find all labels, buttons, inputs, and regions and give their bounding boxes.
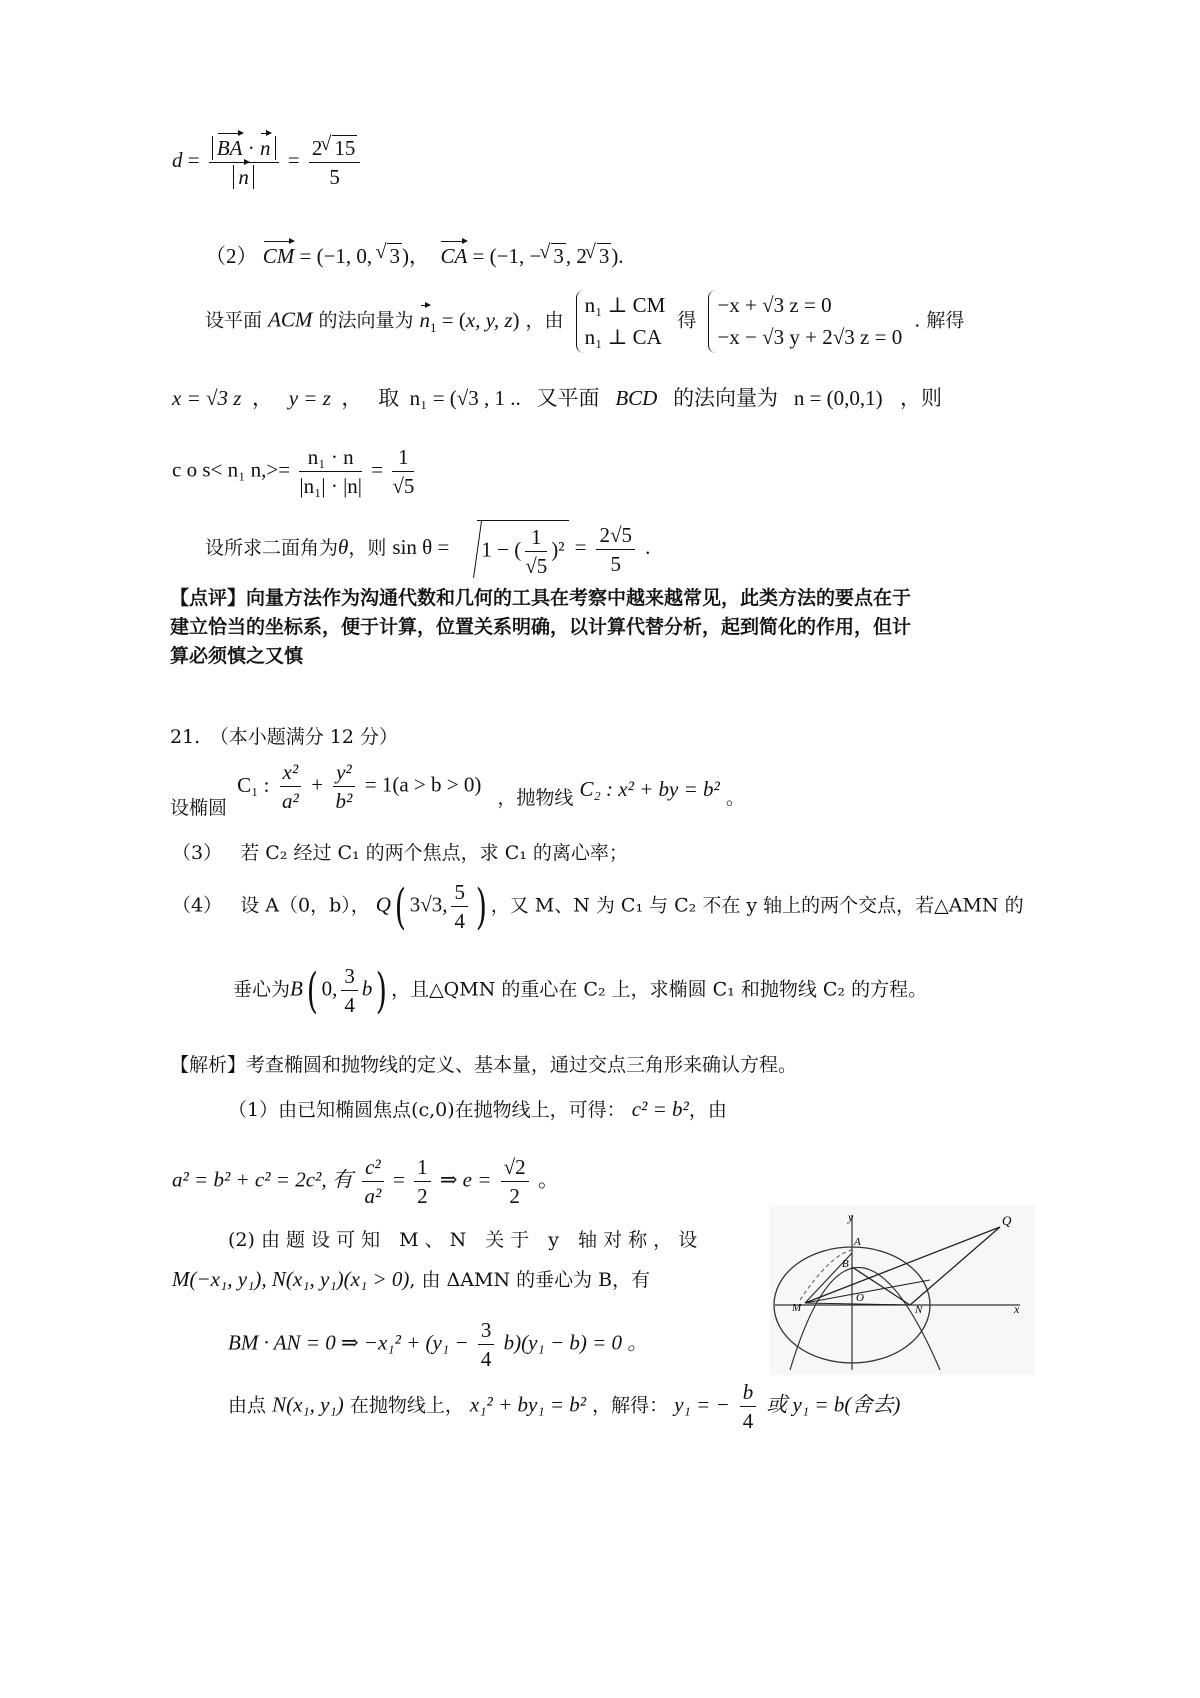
analysis-step-4: M(−x₁, y₁), N(x₁, y₁)(x₁ > 0), 由 ΔAMN 的垂心为 B，有 [172, 1267, 651, 1291]
comment-line-1: 【点评】向量方法作为沟通代数和几何的工具在考察中越来越常见，此类方法的要点在于 [170, 587, 912, 609]
label-a: A [854, 1236, 861, 1248]
label-q: Q [1002, 1213, 1012, 1228]
analysis-step-3: (2) 由 题 设 可 知 M 、 N 关 于 y 轴 对 称 ， 设 [228, 1229, 698, 1251]
question-header: 21. （本小题满分 12 分） [170, 726, 398, 748]
solve-line: x = √3 z ， y = z ， 取 n₁ = (√3 , 1 .. 又平面 BCD 的法向量为 n = (0,0,1) ，则 [172, 386, 942, 410]
part-3: （3） 若 C₂ 经过 C₁ 的两个焦点，求 C₁ 的离心率； [172, 842, 628, 864]
part-4-line-2: 垂心为B( 0, $\frac{3}{4}$ b) ，且△QMN 的重心在 C₂ 上，求椭圆 C₁ 和抛物线 C₂ 的方程。 [233, 962, 928, 1019]
vector-line: （2） CM = (−1, 0, √ 3)， CA = (−1, −√ 3, 2√ 3). [205, 240, 624, 270]
label-n: N [915, 1304, 923, 1316]
label-b: B [842, 1258, 849, 1270]
distance-formula: d = $\frac{BA \cdot n}{n}$ = $\frac{2√ 15}{5}$ [172, 135, 364, 189]
ellipse-parabola-line: 设椭圆 C₁ : $\frac{\text{x²}}{\text{a²}}$ + $\frac{\text{y²}}{\text{b²}}$ = 1(a > b > 0) ，抛物线 C₂ : x² + by = b² 。 [170, 760, 745, 819]
sin-line: 设所求二面角为θ，则 sin θ = 1 − ( $\frac{1}{√5}$ )² = $\frac{2√5}{5}$ . [205, 520, 650, 578]
analysis-head: 【解析】考查椭圆和抛物线的定义、基本量，通过交点三角形来确认方程。 [170, 1054, 798, 1076]
label-o: O [856, 1292, 864, 1304]
comment-line-3: 算必须慎之又慎 [170, 645, 304, 667]
analysis-step-2: a² = b² + c² = 2c², 有 $\frac{\text{c²}}{\text{a²}}$ = $\frac{1}{2}$ ⇒ e = $\frac{√2}{2}$ 。 [172, 1155, 559, 1209]
label-x: x [1014, 1302, 1020, 1316]
label-y: y [848, 1210, 854, 1224]
ellipse-parabola-figure [770, 1205, 1035, 1375]
cos-line: c o s< n₁ n,>= $\frac{\text{n₁ · n}}{\text{|n₁| · |n|}}$ = $\frac{1}{√5}$ [172, 445, 415, 499]
analysis-step-1: （1）由已知椭圆焦点(c,0)在抛物线上，可得： c² = b²，由 [228, 1097, 727, 1121]
analysis-step-6: 由点 N(x₁, y₁) 在抛物线上， x₁² + by₁ = b² ，解得： y₁ = − $\frac{b}{4}$ 或 y₁ = b(舍去) [228, 1380, 901, 1434]
part-4: （4） 设 A（0，b）， Q( 3√3, $\frac{5}{4}$ ) ，又 M、N 为 C₁ 与 C₂ 不在 y 轴上的两个交点，若△AMN 的 [172, 878, 1024, 935]
comment-line-2: 建立恰当的坐标系，便于计算，位置关系明确，以计算代替分析，起到简化的作用，但计 [170, 616, 912, 638]
normal-vector-line: 设平面 ACM 的法向量为 $n_1 = (x$, y, z) ，由 n₁ ⊥ CM n₁ ⊥ CA 得 −x + √3 z = 0 −x − √3 y + 2√3 z = 0 . 解得 [205, 290, 964, 353]
analysis-step-5: BM · AN = 0 ⇒ −x₁² + (y₁ − $\frac{3}{4}$ b)(y₁ − b) = 0 。 [228, 1318, 649, 1372]
label-m: M [792, 1302, 802, 1314]
